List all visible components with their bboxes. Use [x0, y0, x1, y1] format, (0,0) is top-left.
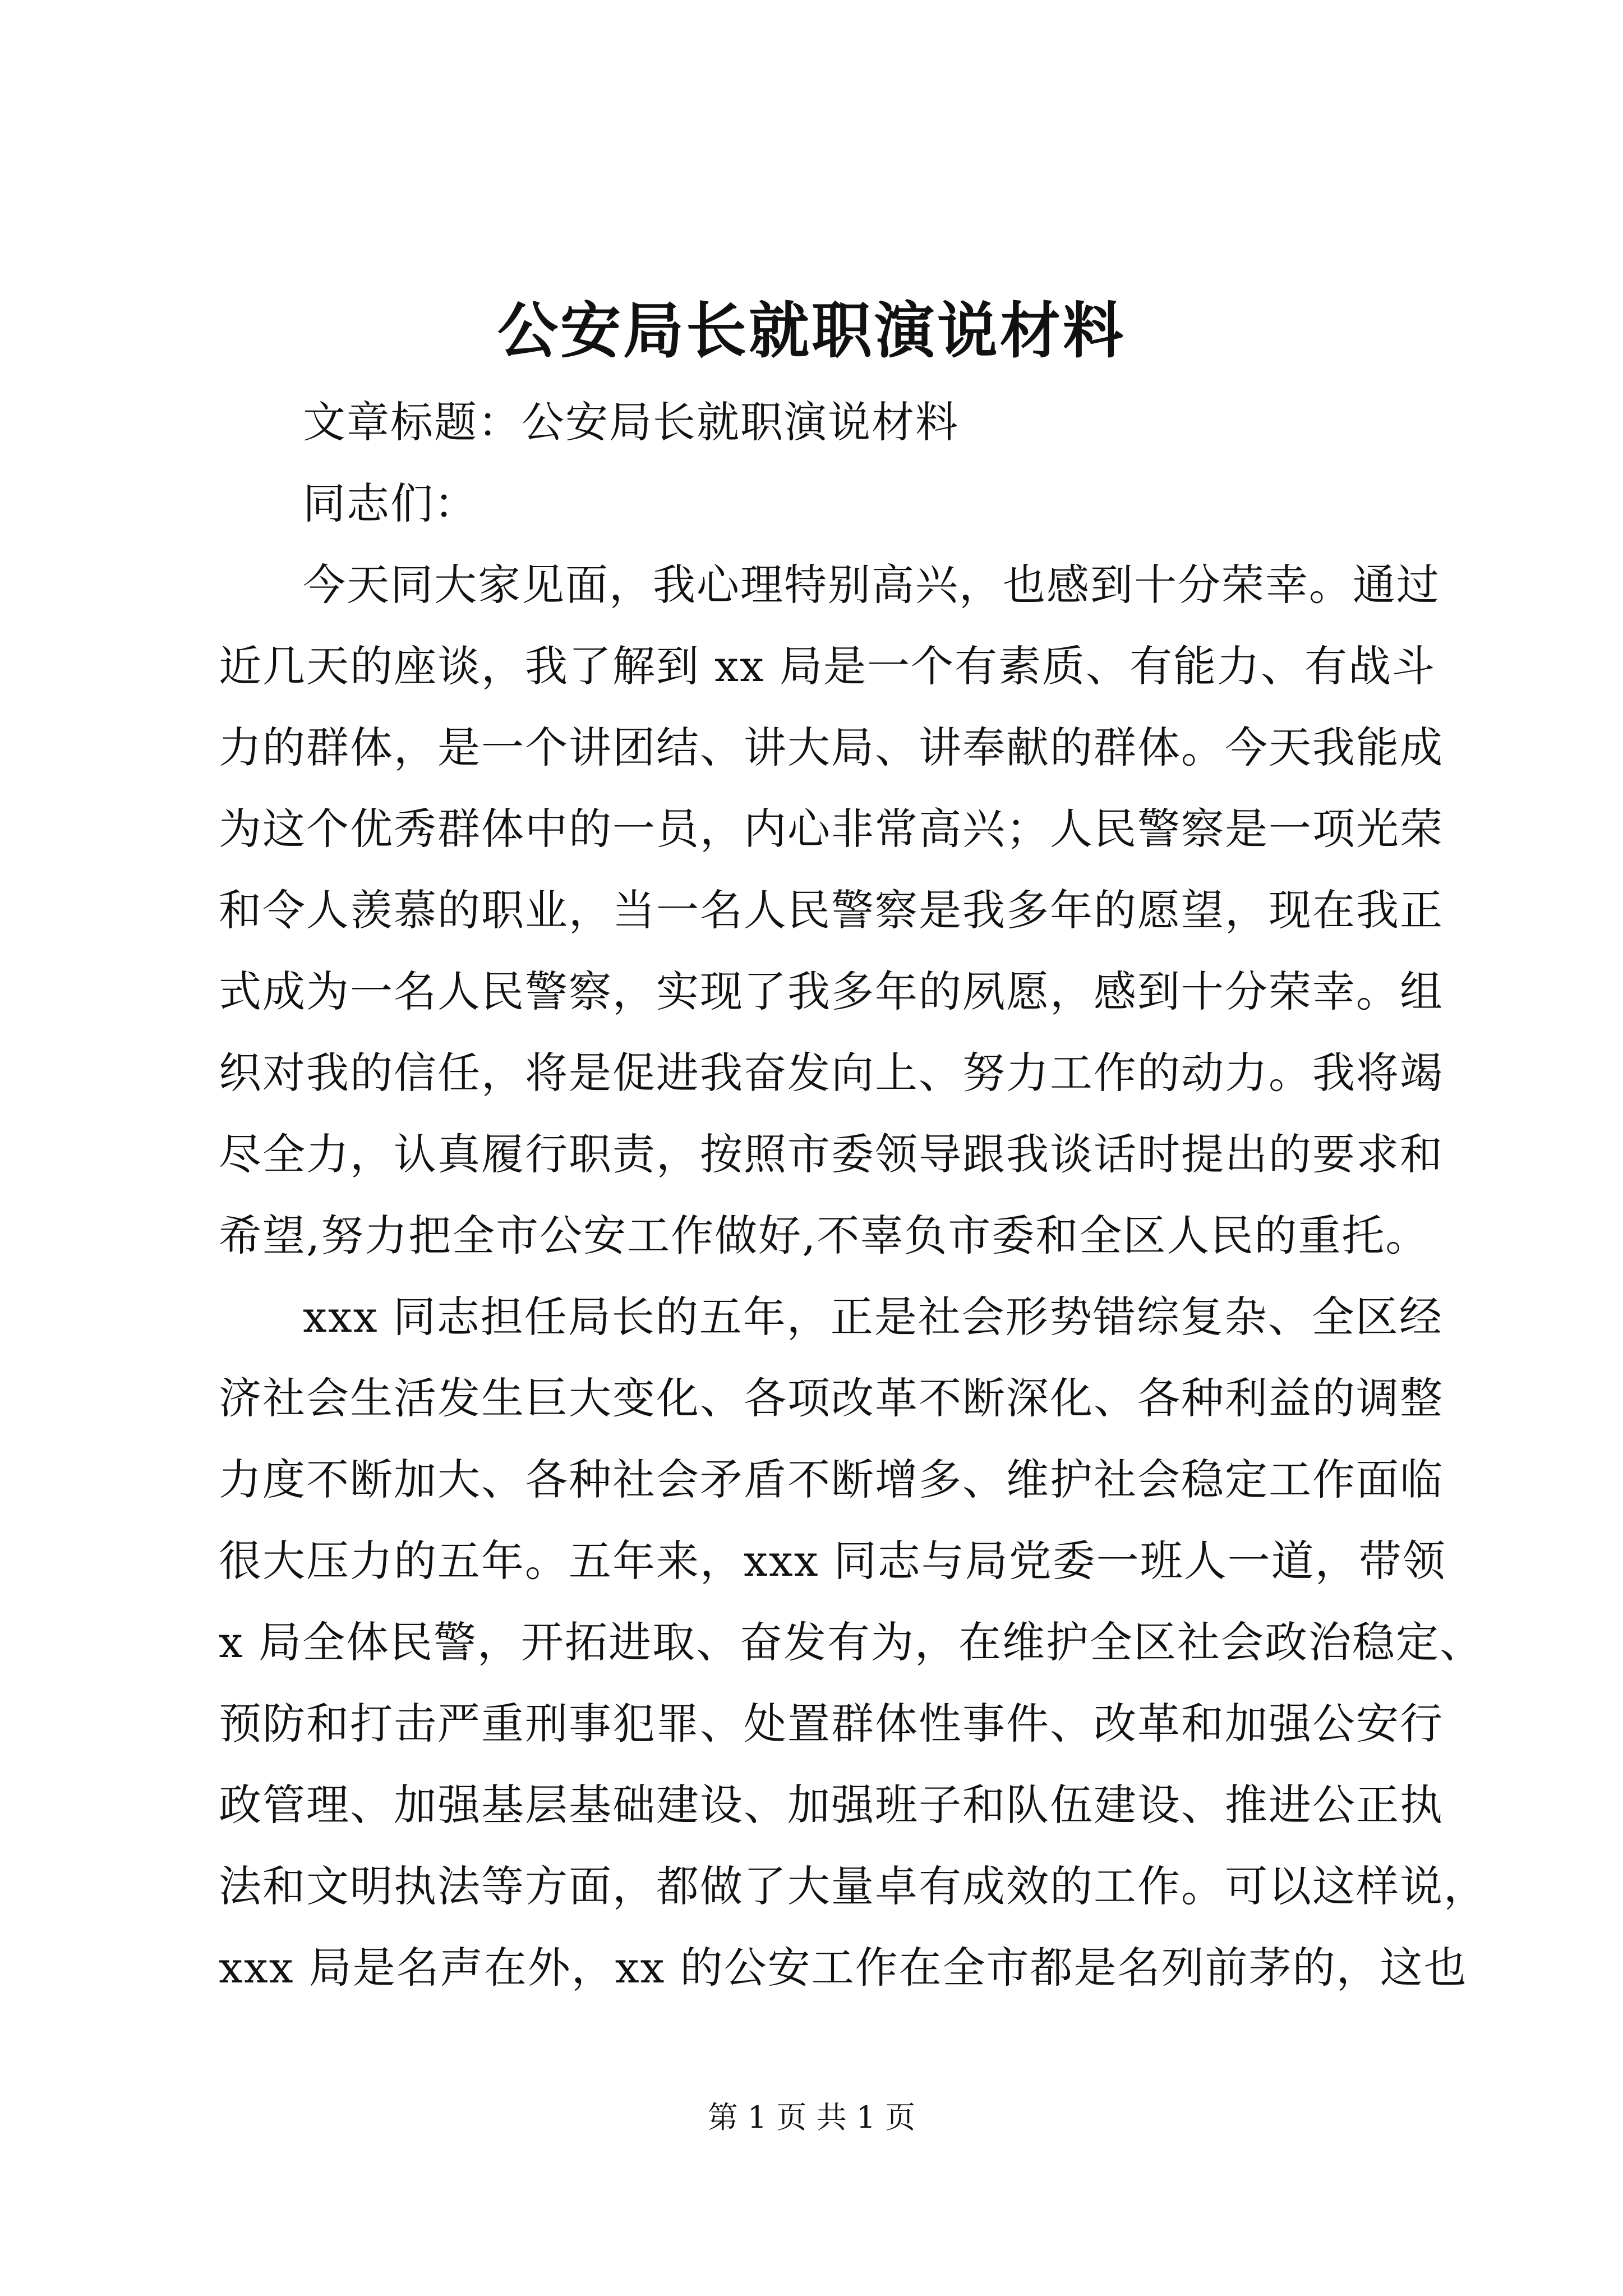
text-line: 尽全力，认真履行职责，按照市委领导跟我谈话时提出的要求和: [219, 1129, 1444, 1179]
text-line: 式成为一名人民警察，实现了我多年的夙愿，感到十分荣幸。组: [219, 967, 1444, 1016]
text-line: x 局全体民警，开拓进取、奋发有为，在维护全区社会政治稳定、: [219, 1617, 1484, 1667]
text-line: 为这个优秀群体中的一员，内心非常高兴；人民警察是一项光荣: [219, 804, 1444, 854]
text-line: 政管理、加强基层基础建设、加强班子和队伍建设、推进公正执: [219, 1780, 1444, 1830]
text-line: xxx 局是名声在外，xx 的公安工作在全市都是名列前茅的，这也: [219, 1943, 1468, 1993]
page-footer: 第 1 页 共 1 页: [707, 2100, 916, 2135]
text-line: 济社会生活发生巨大变化、各项改革不断深化、各种利益的调整: [219, 1373, 1444, 1423]
document-title: 公安局长就职演说材料: [497, 296, 1126, 366]
text-line: 同志们：: [303, 478, 478, 528]
text-line: 今天同大家见面，我心理特别高兴，也感到十分荣幸。通过: [303, 560, 1440, 610]
text-line: 很大压力的五年。五年来，xxx 同志与局党委一班人一道，带领: [219, 1536, 1446, 1586]
document-body: [219, 381, 1487, 2008]
text-line: 近几天的座谈，我了解到 xx 局是一个有素质、有能力、有战斗: [219, 641, 1436, 691]
text-line: xxx 同志担任局长的五年，正是社会形势错综复杂、全区经: [303, 1292, 1443, 1342]
text-line: 法和文明执法等方面，都做了大量卓有成效的工作。可以这样说，: [219, 1861, 1487, 1911]
text-line: 文章标题：公安局长就职演说材料: [303, 397, 959, 447]
text-line: 希望,努力把全市公安工作做好,不辜负市委和全区人民的重托。: [219, 1211, 1430, 1260]
text-line: 力度不断加大、各种社会矛盾不断增多、维护社会稳定工作面临: [219, 1455, 1444, 1504]
text-line: 力的群体，是一个讲团结、讲大局、讲奉献的群体。今天我能成: [219, 723, 1444, 772]
text-line: 和令人羡慕的职业，当一名人民警察是我多年的愿望，现在我正: [219, 885, 1444, 935]
text-line: 预防和打击严重刑事犯罪、处置群体性事件、改革和加强公安行: [219, 1699, 1444, 1749]
text-line: 织对我的信任，将是促进我奋发向上、努力工作的动力。我将竭: [219, 1048, 1444, 1098]
